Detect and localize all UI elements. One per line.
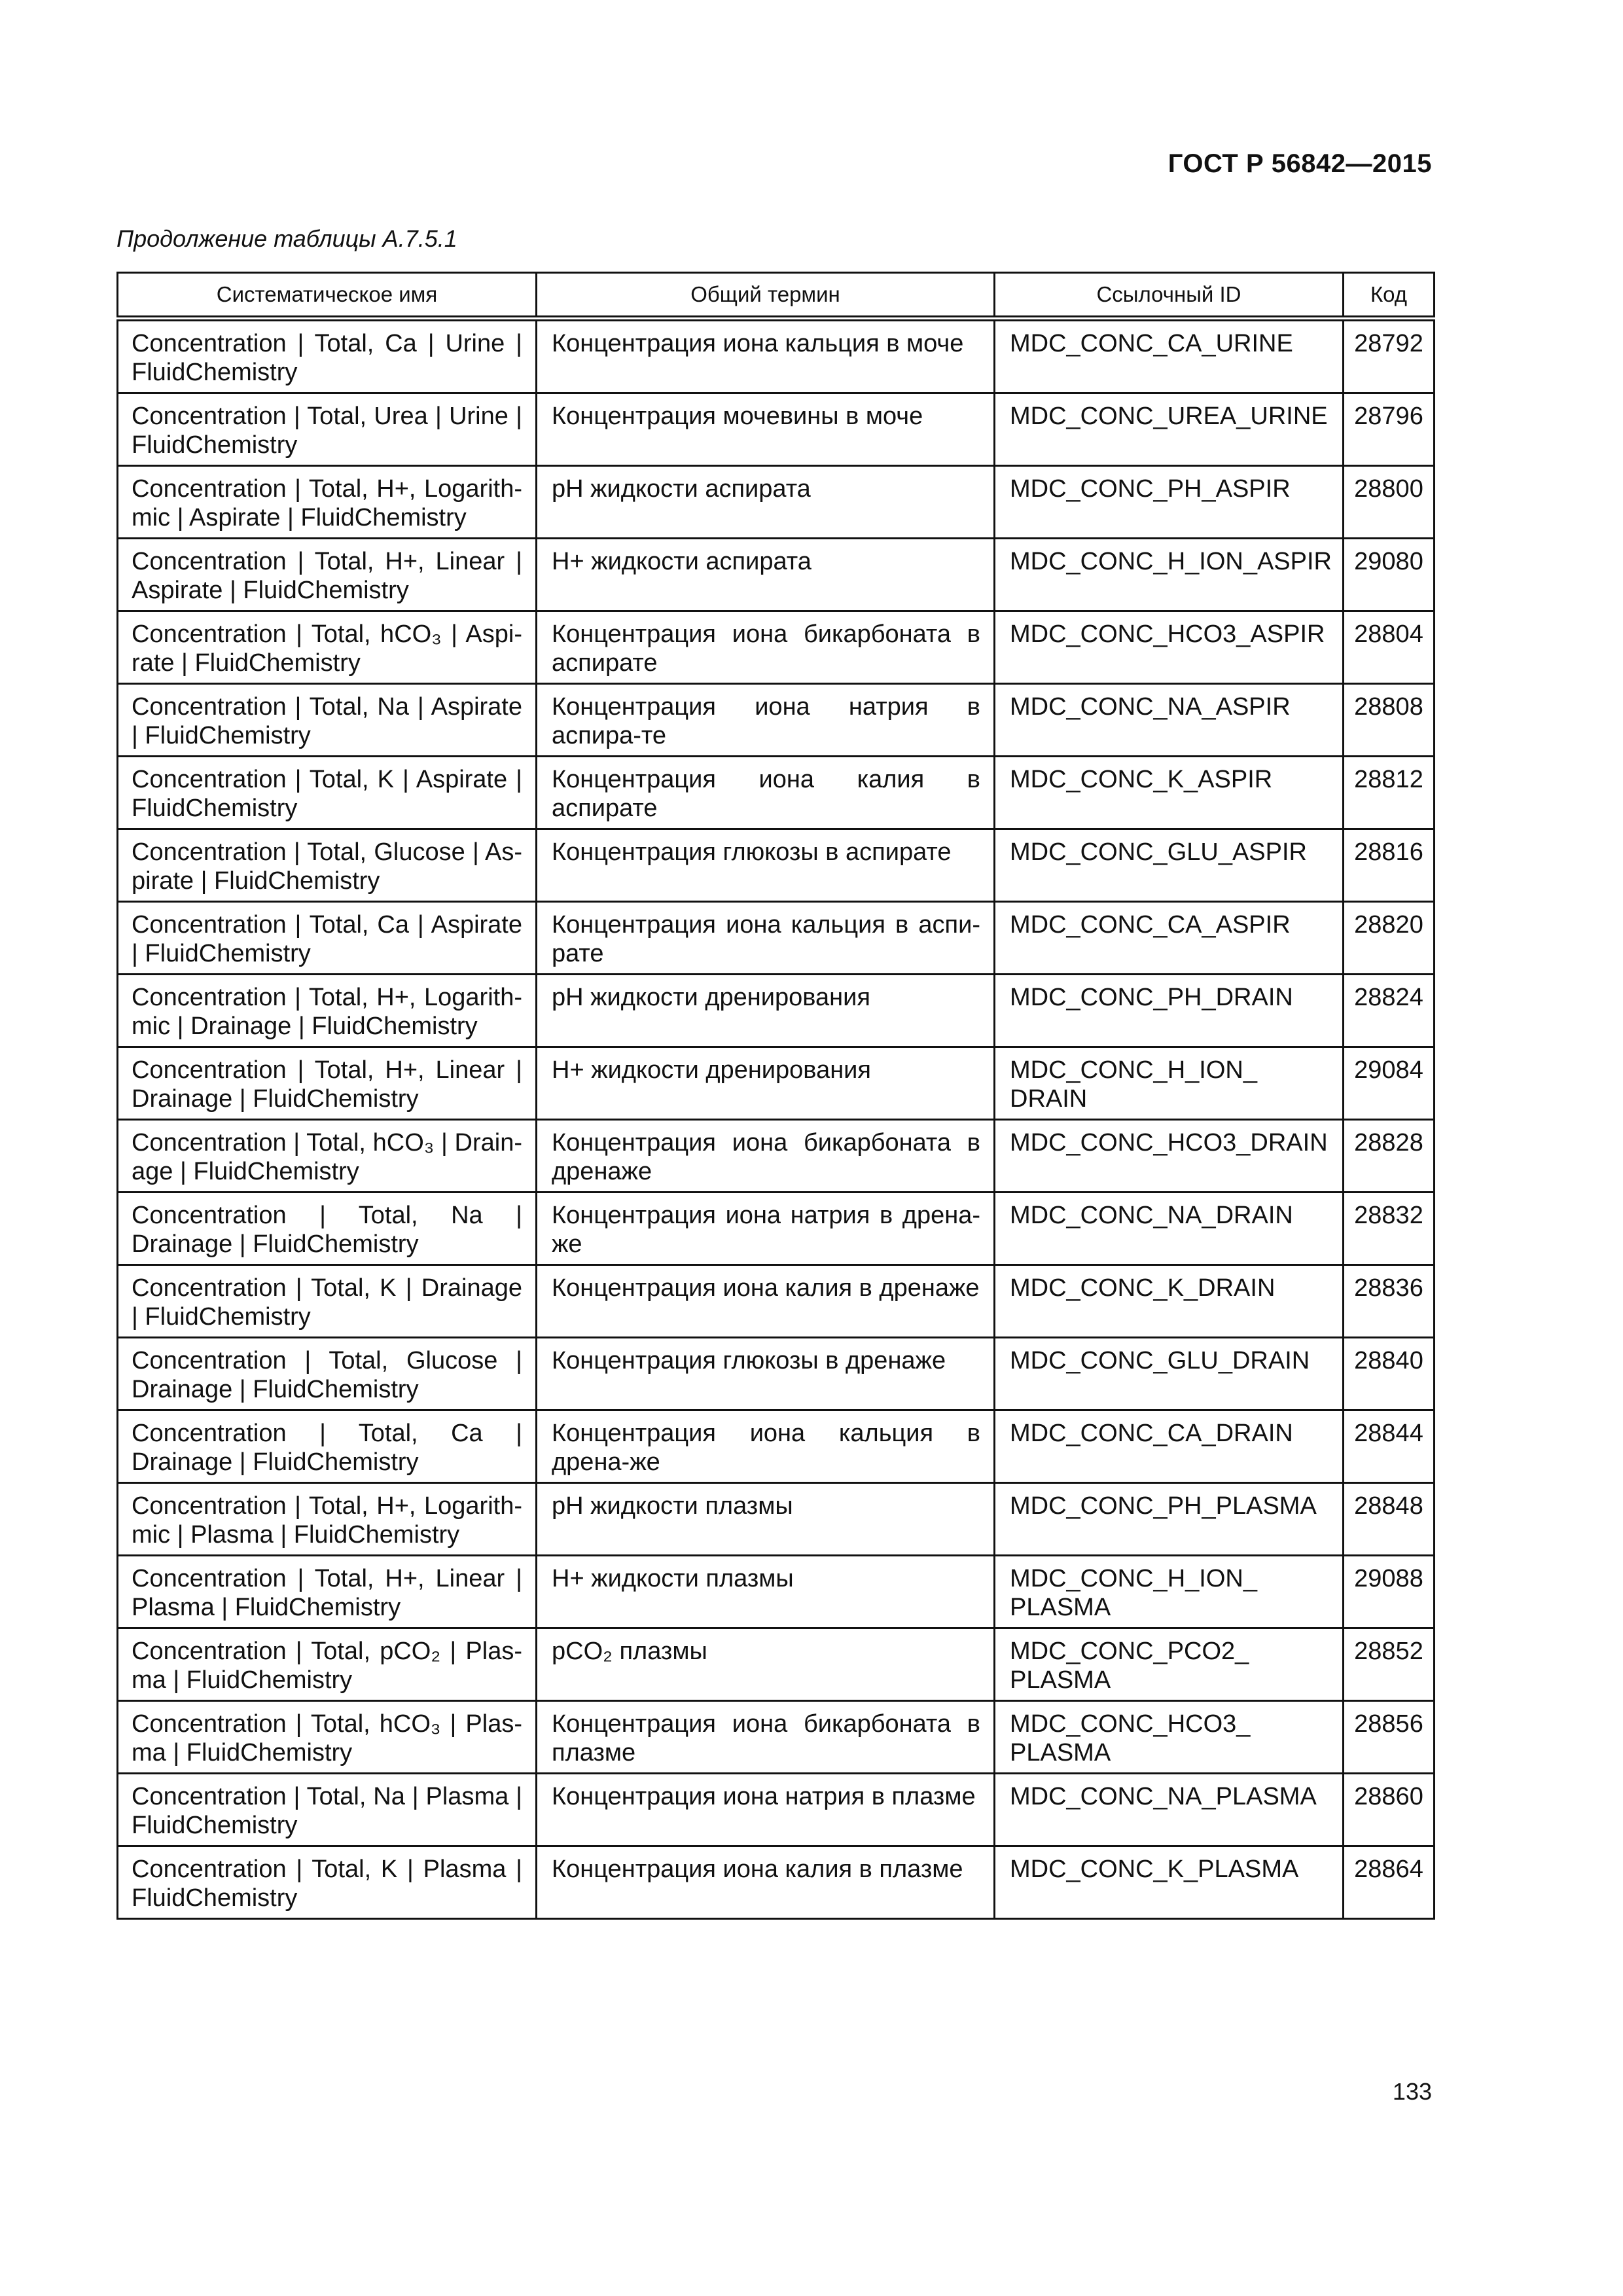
code-cell: 28840 (1344, 1338, 1435, 1410)
table-container (116, 272, 1433, 1920)
table-row (118, 975, 1435, 1047)
reference-id-cell: MDC_CONC_GLU_ASPIR (995, 829, 1344, 902)
systematic-name-cell: Concentration | Total, H+, Linear | Plasma | FluidChemistry (118, 1556, 537, 1628)
table-row (118, 539, 1435, 611)
systematic-name-cell: Concentration | Total, K | Plasma | FluidChemistry (118, 1846, 537, 1919)
code-cell: 28824 (1344, 975, 1435, 1047)
code-cell: 28804 (1344, 611, 1435, 684)
code-cell: 28792 (1344, 319, 1435, 393)
reference-id-cell: MDC_CONC_NA_PLASMA (995, 1774, 1344, 1846)
reference-id-cell: MDC_CONC_PH_DRAIN (995, 975, 1344, 1047)
code-cell: 28856 (1344, 1701, 1435, 1774)
page-number: 133 (1392, 2078, 1432, 2105)
code-cell: 28848 (1344, 1483, 1435, 1556)
common-term-cell: Концентрация иона натрия в аспира-те (537, 684, 995, 757)
common-term-cell: Концентрация иона кальция в моче (537, 319, 995, 393)
common-term-cell: H+ жидкости плазмы (537, 1556, 995, 1628)
reference-id-cell: MDC_CONC_PH_PLASMA (995, 1483, 1344, 1556)
code-cell: 28816 (1344, 829, 1435, 902)
systematic-name-cell: Concentration | Total, Ca | Urine | FluidChemistry (118, 319, 537, 393)
reference-id-cell: MDC_CONC_UREA_URINE (995, 393, 1344, 466)
code-cell: 28844 (1344, 1410, 1435, 1483)
table-row (118, 319, 1435, 393)
table-row (118, 1410, 1435, 1483)
common-term-cell: Концентрация иона натрия в плазме (537, 1774, 995, 1846)
common-term-cell: pH жидкости аспирата (537, 466, 995, 539)
systematic-name-cell: Concentration | Total, pCO₂ | Plas-ma | FluidChemistry (118, 1628, 537, 1701)
reference-id-cell: MDC_CONC_H_ION_ DRAIN (995, 1047, 1344, 1120)
reference-id-cell: MDC_CONC_GLU_DRAIN (995, 1338, 1344, 1410)
reference-id-cell: MDC_CONC_K_ASPIR (995, 757, 1344, 829)
systematic-name-cell: Concentration | Total, hCO₃ | Plas-ma | FluidChemistry (118, 1701, 537, 1774)
table-row (118, 902, 1435, 975)
reference-id-cell: MDC_CONC_H_ION_ PLASMA (995, 1556, 1344, 1628)
table-row (118, 1193, 1435, 1265)
table-row (118, 466, 1435, 539)
common-term-cell: pH жидкости дренирования (537, 975, 995, 1047)
common-term-cell: pCO₂ плазмы (537, 1628, 995, 1701)
common-term-cell: Концентрация глюкозы в дренаже (537, 1338, 995, 1410)
table-row (118, 684, 1435, 757)
systematic-name-cell: Concentration | Total, H+, Linear | Aspirate | FluidChemistry (118, 539, 537, 611)
table-row (118, 1628, 1435, 1701)
systematic-name-cell: Concentration | Total, H+, Logarith-mic | Plasma | FluidChemistry (118, 1483, 537, 1556)
code-cell: 28812 (1344, 757, 1435, 829)
reference-id-cell: MDC_CONC_CA_DRAIN (995, 1410, 1344, 1483)
code-cell: 29084 (1344, 1047, 1435, 1120)
common-term-cell: Концентрация глюкозы в аспирате (537, 829, 995, 902)
column-header-reference-id: Ссылочный ID (995, 273, 1344, 319)
table-row (118, 1047, 1435, 1120)
common-term-cell: Концентрация иона натрия в дрена-же (537, 1193, 995, 1265)
table-row (118, 1265, 1435, 1338)
reference-id-cell: MDC_CONC_K_PLASMA (995, 1846, 1344, 1919)
table-row (118, 1701, 1435, 1774)
reference-id-cell: MDC_CONC_HCO3_ASPIR (995, 611, 1344, 684)
reference-id-cell: MDC_CONC_HCO3_ PLASMA (995, 1701, 1344, 1774)
common-term-cell: Концентрация иона кальция в дрена-же (537, 1410, 995, 1483)
code-cell: 28864 (1344, 1846, 1435, 1919)
common-term-cell: H+ жидкости аспирата (537, 539, 995, 611)
reference-id-cell: MDC_CONC_K_DRAIN (995, 1265, 1344, 1338)
column-header-systematic-name: Систематическое имя (118, 273, 537, 319)
code-cell: 28820 (1344, 902, 1435, 975)
table-row (118, 1556, 1435, 1628)
document-header: ГОСТ Р 56842—2015 (1168, 149, 1432, 178)
reference-id-cell: MDC_CONC_NA_ASPIR (995, 684, 1344, 757)
code-cell: 28852 (1344, 1628, 1435, 1701)
systematic-name-cell: Concentration | Total, Ca | Drainage | FluidChemistry (118, 1410, 537, 1483)
reference-id-cell: MDC_CONC_PH_ASPIR (995, 466, 1344, 539)
table-row (118, 1774, 1435, 1846)
code-cell: 28828 (1344, 1120, 1435, 1193)
systematic-name-cell: Concentration | Total, Na | Drainage | FluidChemistry (118, 1193, 537, 1265)
systematic-name-cell: Concentration | Total, Glucose | As-pirate | FluidChemistry (118, 829, 537, 902)
common-term-cell: Концентрация иона калия в плазме (537, 1846, 995, 1919)
systematic-name-cell: Concentration | Total, Urea | Urine | FluidChemistry (118, 393, 537, 466)
common-term-cell: Концентрация иона калия в аспирате (537, 757, 995, 829)
table-row (118, 1846, 1435, 1919)
code-cell: 29080 (1344, 539, 1435, 611)
common-term-cell: Концентрация мочевины в моче (537, 393, 995, 466)
systematic-name-cell: Concentration | Total, Ca | Aspirate | FluidChemistry (118, 902, 537, 975)
systematic-name-cell: Concentration | Total, K | Drainage | FluidChemistry (118, 1265, 537, 1338)
table-row (118, 611, 1435, 684)
common-term-cell: Концентрация иона бикарбоната в аспирате (537, 611, 995, 684)
table-row (118, 1338, 1435, 1410)
code-cell: 28860 (1344, 1774, 1435, 1846)
reference-id-cell: MDC_CONC_HCO3_DRAIN (995, 1120, 1344, 1193)
systematic-name-cell: Concentration | Total, Na | Plasma | FluidChemistry (118, 1774, 537, 1846)
systematic-name-cell: Concentration | Total, H+, Logarith-mic | Aspirate | FluidChemistry (118, 466, 537, 539)
code-cell: 28796 (1344, 393, 1435, 466)
common-term-cell: H+ жидкости дренирования (537, 1047, 995, 1120)
systematic-name-cell: Concentration | Total, hCO₃ | Drain-age | FluidChemistry (118, 1120, 537, 1193)
table-row (118, 1120, 1435, 1193)
systematic-name-cell: Concentration | Total, K | Aspirate | FluidChemistry (118, 757, 537, 829)
common-term-cell: pH жидкости плазмы (537, 1483, 995, 1556)
table-header-row (118, 273, 1435, 319)
terms-table (116, 272, 1435, 1920)
code-cell: 28836 (1344, 1265, 1435, 1338)
reference-id-cell: MDC_CONC_NA_DRAIN (995, 1193, 1344, 1265)
table-row (118, 757, 1435, 829)
common-term-cell: Концентрация иона калия в дренаже (537, 1265, 995, 1338)
systematic-name-cell: Concentration | Total, H+, Linear | Drainage | FluidChemistry (118, 1047, 537, 1120)
code-cell: 29088 (1344, 1556, 1435, 1628)
common-term-cell: Концентрация иона кальция в аспи-рате (537, 902, 995, 975)
systematic-name-cell: Concentration | Total, Na | Aspirate | FluidChemistry (118, 684, 537, 757)
column-header-common-term: Общий термин (537, 273, 995, 319)
systematic-name-cell: Concentration | Total, hCO₃ | Aspi-rate | FluidChemistry (118, 611, 537, 684)
code-cell: 28832 (1344, 1193, 1435, 1265)
column-header-code: Код (1344, 273, 1435, 319)
reference-id-cell: MDC_CONC_PCO2_ PLASMA (995, 1628, 1344, 1701)
table-row (118, 829, 1435, 902)
common-term-cell: Концентрация иона бикарбоната в плазме (537, 1701, 995, 1774)
common-term-cell: Концентрация иона бикарбоната в дренаже (537, 1120, 995, 1193)
reference-id-cell: MDC_CONC_H_ION_ASPIR (995, 539, 1344, 611)
reference-id-cell: MDC_CONC_CA_ASPIR (995, 902, 1344, 975)
table-row (118, 393, 1435, 466)
table-caption: Продолжение таблицы А.7.5.1 (116, 225, 457, 252)
table-row (118, 1483, 1435, 1556)
reference-id-cell: MDC_CONC_CA_URINE (995, 319, 1344, 393)
code-cell: 28800 (1344, 466, 1435, 539)
systematic-name-cell: Concentration | Total, Glucose | Drainage | FluidChemistry (118, 1338, 537, 1410)
systematic-name-cell: Concentration | Total, H+, Logarith-mic | Drainage | FluidChemistry (118, 975, 537, 1047)
table-body (118, 319, 1435, 1919)
code-cell: 28808 (1344, 684, 1435, 757)
